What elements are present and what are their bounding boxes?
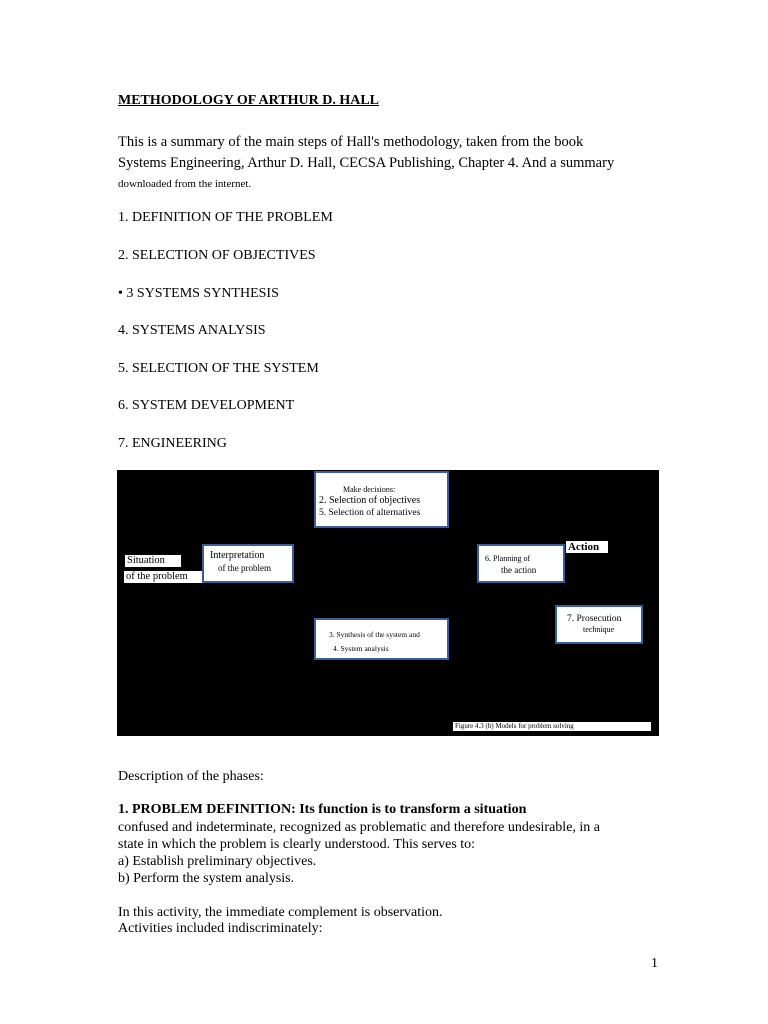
intro-line-2: Systems Engineering, Arthur D. Hall, CECSA Publishing, Chapter 4. And a summary xyxy=(118,155,615,171)
prosecution-line-1: 7. Prosecution xyxy=(567,614,622,624)
problem-solving-diagram xyxy=(117,470,659,736)
planning-line-1: 6. Planning of xyxy=(485,554,531,563)
observation-line-1: In this activity, the immediate complement is observation. xyxy=(118,905,443,920)
problem-definition-line-2: state in which the problem is clearly understood. This serves to: xyxy=(118,837,476,852)
step-6: 6. SYSTEM DEVELOPMENT xyxy=(118,398,295,413)
interpretation-line-2: of the problem xyxy=(218,563,271,573)
problem-definition-item-a: a) Establish preliminary objectives. xyxy=(118,854,317,869)
planning-box xyxy=(477,544,565,583)
intro-paragraph xyxy=(118,132,667,195)
intro-line-3: downloaded from the internet. xyxy=(118,178,252,190)
problem-definition-line-1: confused and indeterminate, recognized as problematic and therefore undesirable, in a xyxy=(118,820,601,835)
decisions-item-1: 2. Selection of objectives xyxy=(319,495,421,506)
step-2: 2. SELECTION OF OBJECTIVES xyxy=(118,248,316,263)
step-7: 7. ENGINEERING xyxy=(118,436,227,451)
figure-caption: Figure 4.3 (b) Models for problem solving xyxy=(453,722,651,731)
decisions-item-2: 5. Selection of alternatives xyxy=(319,508,421,518)
prosecution-line-2: technique xyxy=(583,625,615,634)
planning-line-2: the action xyxy=(501,565,537,575)
document-title: METHODOLOGY OF ARTHUR D. HALL xyxy=(118,93,379,108)
page-number: 1 xyxy=(651,956,658,971)
synthesis-box xyxy=(314,618,449,660)
observation-line-2: Activities included indiscriminately: xyxy=(118,921,323,936)
situation-label-line-1: Situation xyxy=(125,555,181,567)
situation-label-line-2: of the problem xyxy=(124,571,204,583)
step-3: • 3 SYSTEMS SYNTHESIS xyxy=(118,286,279,301)
interpretation-line-1: Interpretation xyxy=(210,550,265,561)
step-1: 1. DEFINITION OF THE PROBLEM xyxy=(118,210,333,225)
interpretation-box xyxy=(202,544,294,583)
phases-heading: Description of the phases: xyxy=(118,769,264,784)
intro-line-1: This is a summary of the main steps of Hall's methodology, taken from the book xyxy=(118,134,584,150)
step-5: 5. SELECTION OF THE SYSTEM xyxy=(118,361,319,376)
synthesis-line-1: 3. Synthesis of the system and xyxy=(329,630,420,639)
prosecution-box xyxy=(555,605,643,644)
problem-definition-heading: 1. PROBLEM DEFINITION: Its function is to transform a situation xyxy=(118,802,527,817)
decisions-box xyxy=(314,471,449,528)
step-4: 4. SYSTEMS ANALYSIS xyxy=(118,323,266,338)
action-label: Action xyxy=(566,541,608,553)
problem-definition-item-b: b) Perform the system analysis. xyxy=(118,871,295,886)
synthesis-line-2: 4. System analysis xyxy=(333,644,389,653)
decisions-heading: Make decisions: xyxy=(343,485,396,494)
